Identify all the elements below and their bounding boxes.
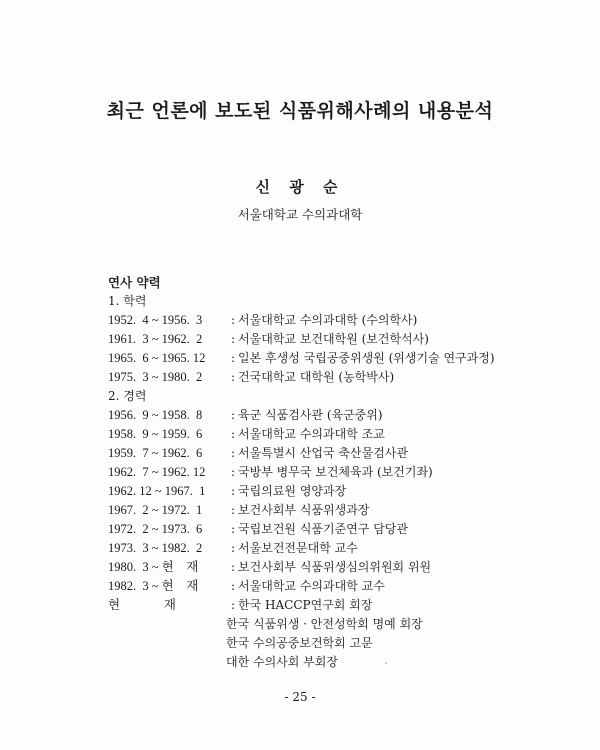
career-section-title: 2. 경력: [108, 389, 147, 403]
entry-date: 1982. 3 ~ 현 재: [108, 579, 199, 593]
entry-description: 서울특별시 산업국 축산물검사관: [238, 446, 408, 460]
bio-entry: [108, 482, 568, 501]
entry-separator: :: [231, 579, 236, 593]
bio-entry: [108, 444, 568, 463]
bio-entry: [108, 311, 568, 330]
entry-date: 1952. 4 ~ 1956. 3: [108, 313, 203, 327]
bio-entry: [108, 463, 568, 482]
author-name: 신 광 순: [255, 178, 345, 196]
entry-date: 1959. 7 ~ 1962. 6: [108, 446, 203, 460]
entry-description: 서울대학교 수의과대학 조교: [238, 427, 385, 441]
bio-entry-continuation: 한국 수의공중보건학회 고문: [226, 636, 373, 650]
entry-separator: :: [231, 408, 236, 422]
entry-separator: :: [231, 503, 236, 517]
entry-date: 1962. 7 ~ 1962. 12: [108, 465, 206, 479]
entry-description: 국립보건원 식품기준연구 담당관: [238, 522, 408, 536]
entry-separator: :: [231, 427, 236, 441]
entry-separator: :: [231, 332, 236, 346]
entry-date: 1961. 3 ~ 1962. 2: [108, 332, 203, 346]
entry-date: 1958. 9 ~ 1959. 6: [108, 427, 203, 441]
bio-entry: [108, 425, 568, 444]
entry-date: 1967. 2 ~ 1972. 1: [108, 503, 203, 517]
career-list: [108, 406, 568, 615]
entry-date: 1980. 3 ~ 현 재: [108, 560, 199, 574]
entry-description: 서울대학교 수의과대학 (수의학사): [238, 313, 418, 327]
bio-entry: [108, 330, 568, 349]
page-number: - 25 -: [284, 690, 316, 704]
entry-description: 서울대학교 수의과대학 교수: [238, 579, 385, 593]
entry-date: 1962. 12 ~ 1967. 1: [108, 484, 206, 498]
entry-separator: :: [231, 598, 236, 612]
entry-separator: :: [231, 313, 236, 327]
bio-entry: [108, 349, 568, 368]
entry-description: 일본 후생성 국립공중위생원 (위생기술 연구과정): [238, 351, 495, 365]
bio-entry-continuation: 한국 식품위생 · 안전성학회 명예 회장: [226, 617, 423, 631]
entry-description: 보건사회부 식품위생심의위원회 위원: [238, 560, 432, 574]
entry-separator: :: [231, 370, 236, 384]
entry-date: 1965. 6 ~ 1965. 12: [108, 351, 206, 365]
entry-separator: :: [231, 465, 236, 479]
bio-entry: [108, 368, 568, 387]
entry-description: 국립의료원 영양과장: [238, 484, 347, 498]
entry-date: 1973. 3 ~ 1982. 2: [108, 541, 203, 555]
entry-separator: :: [231, 484, 236, 498]
education-section-title: 1. 학력: [108, 294, 147, 308]
bio-entry: [108, 501, 568, 520]
entry-description: 건국대학교 대학원 (농학박사): [238, 370, 395, 384]
author-affiliation: 서울대학교 수의과대학: [237, 207, 363, 222]
entry-description: 한국 HACCP연구회 회장: [238, 598, 373, 612]
career-continuation-list: [108, 615, 568, 672]
bio-entry: [108, 520, 568, 539]
entry-separator: :: [231, 446, 236, 460]
entry-description: 서울대학교 보건대학원 (보건학석사): [238, 332, 429, 346]
speaker-biography: [108, 274, 568, 672]
entry-separator: :: [231, 522, 236, 536]
entry-date: 1972. 2 ~ 1973. 6: [108, 522, 203, 536]
page-title: 최근 언론에 보도된 식품위해사례의 내용분석: [106, 100, 494, 122]
entry-description: 육군 식품검사관 (육군중위): [238, 408, 383, 422]
entry-description: 보건사회부 식품위생과장: [238, 503, 370, 517]
entry-separator: :: [231, 351, 236, 365]
scan-speck: [385, 662, 387, 664]
bio-entry: [108, 558, 568, 577]
entry-separator: :: [231, 541, 236, 555]
entry-date: 현 재: [108, 598, 176, 612]
entry-separator: :: [231, 560, 236, 574]
bio-entry-continuation: 대한 수의사회 부회장: [226, 655, 338, 669]
entry-date: 1956. 9 ~ 1958. 8: [108, 408, 203, 422]
bio-entry: [108, 406, 568, 425]
entry-description: 서울보건전문대학 교수: [238, 541, 358, 555]
entry-description: 국방부 병무국 보건체육과 (보건기좌): [238, 465, 433, 479]
entry-date: 1975. 3 ~ 1980. 2: [108, 370, 203, 384]
bio-entry: [108, 577, 568, 596]
biography-heading: 연사 약력: [108, 275, 161, 290]
bio-entry: [108, 596, 568, 615]
education-list: [108, 311, 568, 387]
bio-entry: [108, 539, 568, 558]
